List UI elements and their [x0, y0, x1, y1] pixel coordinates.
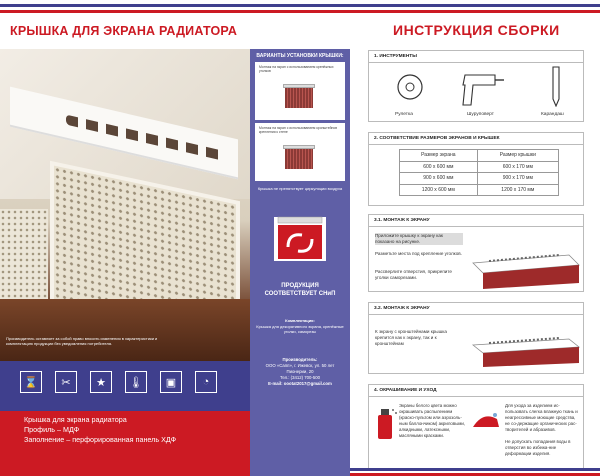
variants-title: ВАРИАНТЫ УСТАНОВКИ КРЫШКИ: — [256, 53, 344, 59]
section-sizes-head: 2. СООТВЕТСТВИЕ РАЗМЕРОВ ЭКРАНОВ И КРЫШЕК — [369, 133, 583, 145]
product-line-3: Заполнение – перфорированная панель ХДФ — [24, 435, 177, 444]
cleaning-cloth-icon — [469, 407, 503, 435]
table-cell: 600 х 600 мм — [400, 161, 478, 173]
pencil-icon — [549, 65, 563, 107]
mount-1-step-3: Рассверлите отверстия, прикрепите уголки саморезами. — [375, 269, 452, 280]
certification-note: ПРОДУКЦИЯ СООТВЕТСТВУЕТ СНиП — [264, 283, 336, 297]
care-text-3: Не допускать попадания воды в отверстия во избежа-ние деформации изделия. — [505, 439, 571, 456]
product-line-2: Профиль – МДФ — [24, 425, 80, 434]
table-cell: 900 х 600 мм — [400, 173, 478, 185]
top-stripe-red — [0, 10, 600, 13]
airflow-note: Крышка не препятствует циркуляции воздуха — [257, 186, 343, 191]
radiator-illustration — [285, 88, 313, 108]
variant-2-text: Монтаж на экран с использованием кронштейнов крепления к стене — [259, 126, 338, 134]
mount-2-step-1: К экрану с кронштейнами крышка крепится как к экрану, так и к кронштейнам — [375, 329, 447, 346]
tools-icon: ✂ — [55, 371, 77, 393]
spray-can-icon — [373, 405, 399, 441]
section-care — [368, 384, 584, 470]
kit-text: Крышка для декоративного экрана, крепёжные уголки, саморезы — [256, 324, 344, 334]
producer-text: ООО «Сапп», г. Ижевск, ул. 50 лет Пионерии, 20 — [265, 363, 335, 374]
section-tools-head: 1. ИНСТРУМЕНТЫ — [369, 51, 583, 63]
sizes-table — [399, 149, 559, 196]
tape-measure-icon — [395, 69, 425, 105]
care-text-2: Для ухода за изделием ис-пользовать слегка влажную ткань и неагрессивные моющие средства, не со-держащие органических рас-творителей и абразивов. — [505, 403, 578, 432]
variant-box-2 — [255, 123, 345, 181]
variant-box-1 — [255, 62, 345, 120]
gauge-icon: ◔ — [195, 371, 217, 393]
kit-title: Комплектация: — [285, 318, 315, 323]
table-header: Размер экрана — [400, 150, 478, 162]
photo-caption: Производитель оставляет за собой право вносить изменения в характеристики и комплектацию продукции без уведомления потребителя. — [6, 336, 158, 346]
table-cell: 600 х 170 мм — [477, 161, 558, 173]
product-line-1: Крышка для экрана радиатора — [24, 415, 127, 424]
mount-1-step-1: Приложите крышку к экрану как показано на рисунке. — [375, 233, 463, 245]
section-mount-2 — [368, 302, 584, 374]
product-photo — [0, 49, 250, 361]
care-text-1: Экраны белого цвета можно окрашивать распылением (краско-пультом или аэрозоль-ным баллончиком) акриловыми, алкидными, латексными, масляными красками. — [399, 403, 466, 438]
tool-caption-2: Шуруповерт — [467, 112, 494, 117]
section-tools — [368, 50, 584, 122]
tool-caption-1: Рулетка — [395, 112, 413, 117]
page-title-left: КРЫШКА ДЛЯ ЭКРАНА РАДИАТОРА — [10, 24, 238, 38]
page-title-right: ИНСТРУКЦИЯ СБОРКИ — [393, 22, 560, 38]
airflow-illustration — [270, 207, 330, 265]
top-stripe-blue — [0, 4, 600, 7]
table-cell: 1200 х 170 мм — [477, 184, 558, 196]
table-row — [400, 173, 559, 185]
bottom-stripe-blue — [350, 468, 600, 471]
thermometer-icon: 🌡 — [125, 371, 147, 393]
variant-1-text: Монтаж на экран с использованием крепёжных уголков — [259, 65, 334, 73]
product-description — [0, 411, 250, 476]
producer-phone: Тел.: (3412) 700-500 — [279, 375, 321, 380]
table-cell: 1200 х 600 мм — [400, 184, 478, 196]
section-mount-1 — [368, 214, 584, 292]
hourglass-icon: ⌛ — [20, 371, 42, 393]
section-mount-2-head: 3.2. МОНТАЖ К ЭКРАНУ — [369, 303, 583, 315]
radiator-illustration — [285, 149, 313, 169]
mount-1-step-2: Разметьте места под крепление уголков. — [375, 251, 463, 256]
table-row — [400, 184, 559, 196]
section-mount-1-head: 3.1. МОНТАЖ К ЭКРАНУ — [369, 215, 583, 227]
features-bar — [0, 361, 250, 411]
producer-email: E-mail: oootat2017@gmail.com — [268, 381, 332, 386]
tool-caption-3: Карандаш — [541, 112, 564, 117]
table-row — [400, 161, 559, 173]
certificate-icon: ★ — [90, 371, 112, 393]
mount-2-illustration — [469, 321, 581, 369]
producer-info — [258, 357, 342, 387]
table-cell: 900 х 170 мм — [477, 173, 558, 185]
producer-title: Производитель: — [282, 357, 318, 362]
section-sizes — [368, 132, 584, 206]
cube-icon: ▣ — [160, 371, 182, 393]
screwdriver-drill-icon — [461, 65, 505, 107]
table-header: Размер крышки — [477, 150, 558, 162]
section-care-head: 4. ОКРАШИВАНИЕ И УХОД — [369, 385, 583, 397]
mount-1-illustration — [469, 233, 581, 289]
